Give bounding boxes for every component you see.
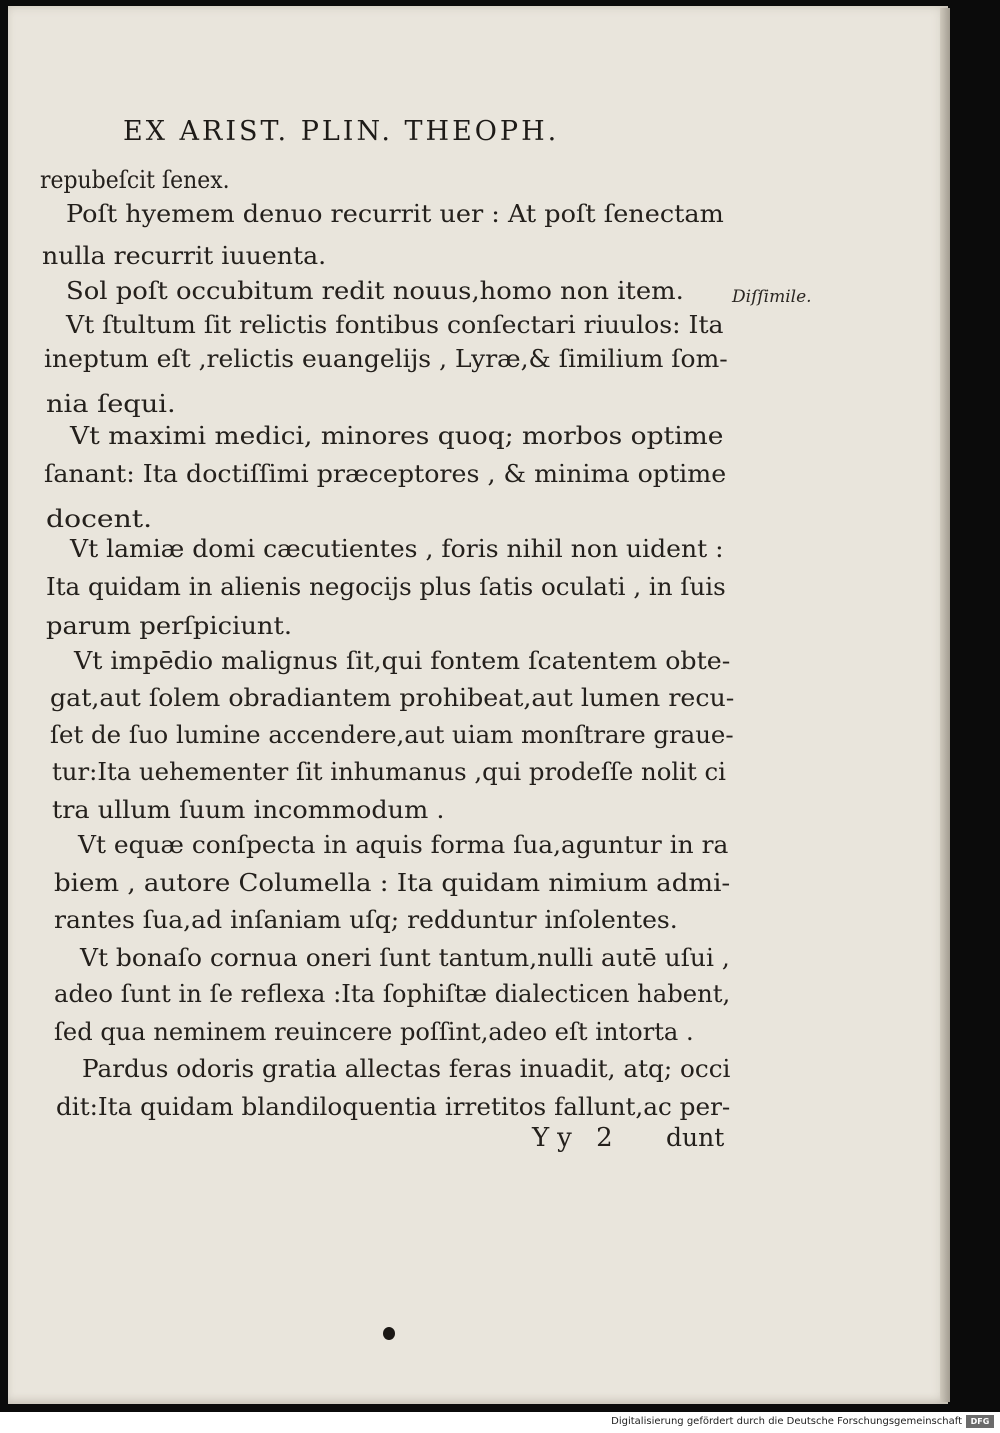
marginal-note: Diſſimile.: [732, 287, 812, 307]
text-line: gat,aut ſolem obradiantem prohibeat,aut lumen recu-: [50, 683, 735, 712]
text-line: tra ullum ſuum incommodum .: [52, 795, 445, 824]
text-line: biem , autore Columella : Ita quidam nimium admi-: [54, 868, 731, 897]
text-line: ineptum eſt ,relictis euangelijs , Lyræ,& ſimilium ſom-: [44, 344, 728, 373]
text-line: Poſt hyemem denuo recurrit uer : At poſt ſenectam: [66, 199, 724, 228]
text-line: Sol poſt occubitum redit nouus,homo non item.: [66, 276, 684, 305]
text-line: adeo ſunt in ſe reflexa :Ita ſophiſtæ dialecticen habent,: [54, 979, 731, 1008]
running-head: EX ARIST. PLIN. THEOPH.: [123, 116, 560, 147]
text-line: Vt equæ conſpecta in aquis forma ſua,aguntur in ra: [78, 830, 729, 859]
catchword: dunt: [666, 1123, 725, 1152]
text-line: ſed qua neminem reuincere poſſint,adeo eſt intorta .: [54, 1017, 694, 1046]
footer-bar: [0, 1412, 1000, 1433]
signature-mark: Yy 2: [532, 1123, 621, 1153]
text-line: parum perſpiciunt.: [46, 611, 293, 640]
text-line: tur:Ita uehementer ſit inhumanus ,qui prodeſſe nolit ci: [52, 757, 726, 786]
footer-credit: Digitalisierung gefördert durch die Deutsche Forschungsgemeinschaft: [611, 1416, 962, 1427]
dfg-logo-icon: DFG: [966, 1415, 994, 1428]
page-edge: [940, 8, 950, 1402]
text-line: Pardus odoris gratia allectas feras inuadit, atq; occi: [82, 1054, 731, 1083]
text-line: Vt impēdio malignus ſit,qui fontem ſcatentem obte-: [74, 646, 731, 675]
text-line: nulla recurrit iuuenta.: [42, 241, 327, 270]
text-line: docent.: [46, 504, 153, 533]
text-line: Vt maximi medici, minores quoq; morbos optime: [70, 421, 724, 450]
text-line: Vt ſtultum ſit relictis fontibus conſectari riuulos: Ita: [66, 310, 724, 339]
text-line: dit:Ita quidam blandiloquentia irretitos fallunt,ac per-: [56, 1092, 731, 1121]
text-line: rantes ſua,ad inſaniam uſq; redduntur inſolentes.: [54, 905, 678, 934]
text-line: Ita quidam in alienis negocijs plus ſatis oculati , in ſuis: [46, 572, 726, 601]
ink-dot: [383, 1327, 395, 1340]
text-line: Vt bonaſo cornua oneri ſunt tantum,nulli autē uſui ,: [80, 943, 730, 972]
text-line: Vt lamiæ domi cæcutientes , foris nihil non uident :: [70, 534, 724, 563]
text-line: ſanant: Ita doctiſſimi præceptores , & minima optime: [44, 459, 727, 488]
text-line: nia ſequi.: [46, 389, 176, 418]
text-line: repubeſcit ſenex.: [40, 165, 230, 194]
text-line: ſet de ſuo lumine accendere,aut uiam monſtrare graue-: [50, 720, 734, 749]
